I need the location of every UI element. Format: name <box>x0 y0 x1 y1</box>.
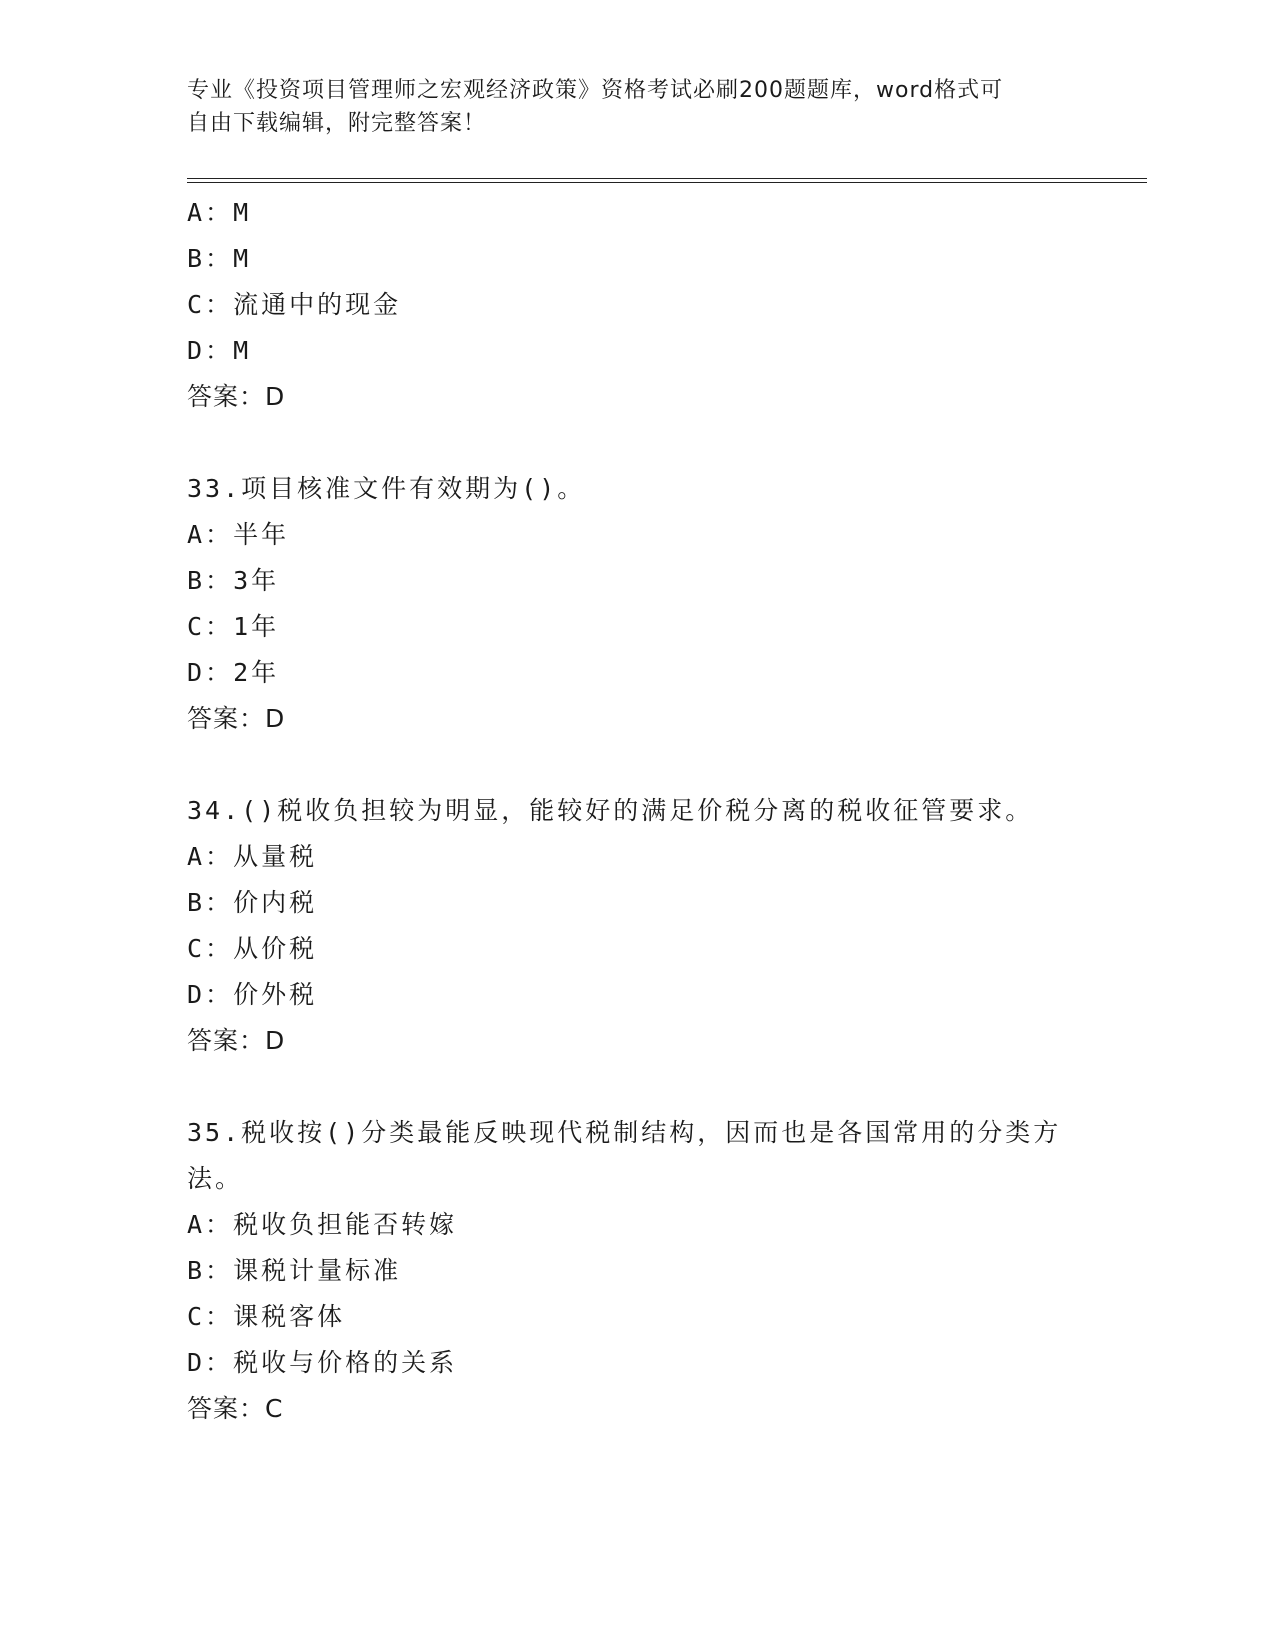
answer: 答案：D <box>187 1026 286 1055</box>
document-header <box>187 74 1067 140</box>
option-text: 1年 <box>233 612 280 641</box>
option-text: 3年 <box>233 566 280 595</box>
header-line-1: 专业《投资项目管理师之宏观经济政策》资格考试必刷200题题库，word格式可 <box>187 78 1004 103</box>
option-key: B： <box>187 888 234 917</box>
answer: 答案：C <box>187 1394 284 1423</box>
question-34 <box>187 788 1147 1064</box>
option-text: 从价税 <box>233 934 318 963</box>
header-line-2: 自由下载编辑，附完整答案！ <box>187 111 487 136</box>
question-stem-line-2: 法。 <box>187 1164 244 1193</box>
option-text: 从量税 <box>233 842 318 871</box>
question-stem: 33.项目核准文件有效期为()。 <box>187 474 586 503</box>
option-text: 税收负担能否转嫁 <box>233 1210 458 1239</box>
option-key: C： <box>187 1302 234 1331</box>
option-text: 税收与价格的关系 <box>233 1348 458 1377</box>
option-key: B： <box>187 1256 234 1285</box>
option-key: C： <box>187 290 234 319</box>
option-text: 价外税 <box>233 980 318 1009</box>
spacer <box>187 1064 1147 1110</box>
question-stem-line-1: 35.税收按()分类最能反映现代税制结构，因而也是各国常用的分类方 <box>187 1118 1062 1147</box>
option-key: C： <box>187 612 234 641</box>
option-text: 流通中的现金 <box>233 290 402 319</box>
option-key: D： <box>187 980 234 1009</box>
option-a <box>187 512 1147 558</box>
question-list <box>187 190 1147 1432</box>
option-d <box>187 1340 1147 1386</box>
option-text: 课税客体 <box>233 1302 346 1331</box>
option-text: 课税计量标准 <box>233 1256 402 1285</box>
question-35 <box>187 1110 1147 1432</box>
spacer <box>187 742 1147 788</box>
option-d <box>187 650 1147 696</box>
option-c <box>187 1294 1147 1340</box>
option-key: A： <box>187 198 234 227</box>
question-33 <box>187 466 1147 742</box>
option-text: 半年 <box>233 520 290 549</box>
option-text: M <box>233 336 252 365</box>
option-a <box>187 1202 1147 1248</box>
option-b <box>187 880 1147 926</box>
option-a <box>187 190 1147 236</box>
option-key: D： <box>187 658 234 687</box>
option-key: A： <box>187 520 234 549</box>
header-divider-bottom <box>187 182 1147 183</box>
option-b <box>187 236 1147 282</box>
option-key: D： <box>187 336 234 365</box>
option-b <box>187 1248 1147 1294</box>
option-key: A： <box>187 842 234 871</box>
option-b <box>187 558 1147 604</box>
option-c <box>187 604 1147 650</box>
option-text: 2年 <box>233 658 280 687</box>
option-text: 价内税 <box>233 888 318 917</box>
option-d <box>187 972 1147 1018</box>
option-key: C： <box>187 934 234 963</box>
header-divider-top <box>187 178 1147 179</box>
option-key: D： <box>187 1348 234 1377</box>
question-32-tail <box>187 190 1147 420</box>
spacer <box>187 420 1147 466</box>
answer: 答案：D <box>187 704 286 733</box>
option-text: M <box>233 244 252 273</box>
answer: 答案：D <box>187 382 286 411</box>
option-c <box>187 926 1147 972</box>
option-d <box>187 328 1147 374</box>
question-stem: 34.()税收负担较为明显，能较好的满足价税分离的税收征管要求。 <box>187 796 1034 825</box>
option-text: M <box>233 198 252 227</box>
option-key: A： <box>187 1210 234 1239</box>
option-key: B： <box>187 566 234 595</box>
option-c <box>187 282 1147 328</box>
option-a <box>187 834 1147 880</box>
option-key: B： <box>187 244 234 273</box>
